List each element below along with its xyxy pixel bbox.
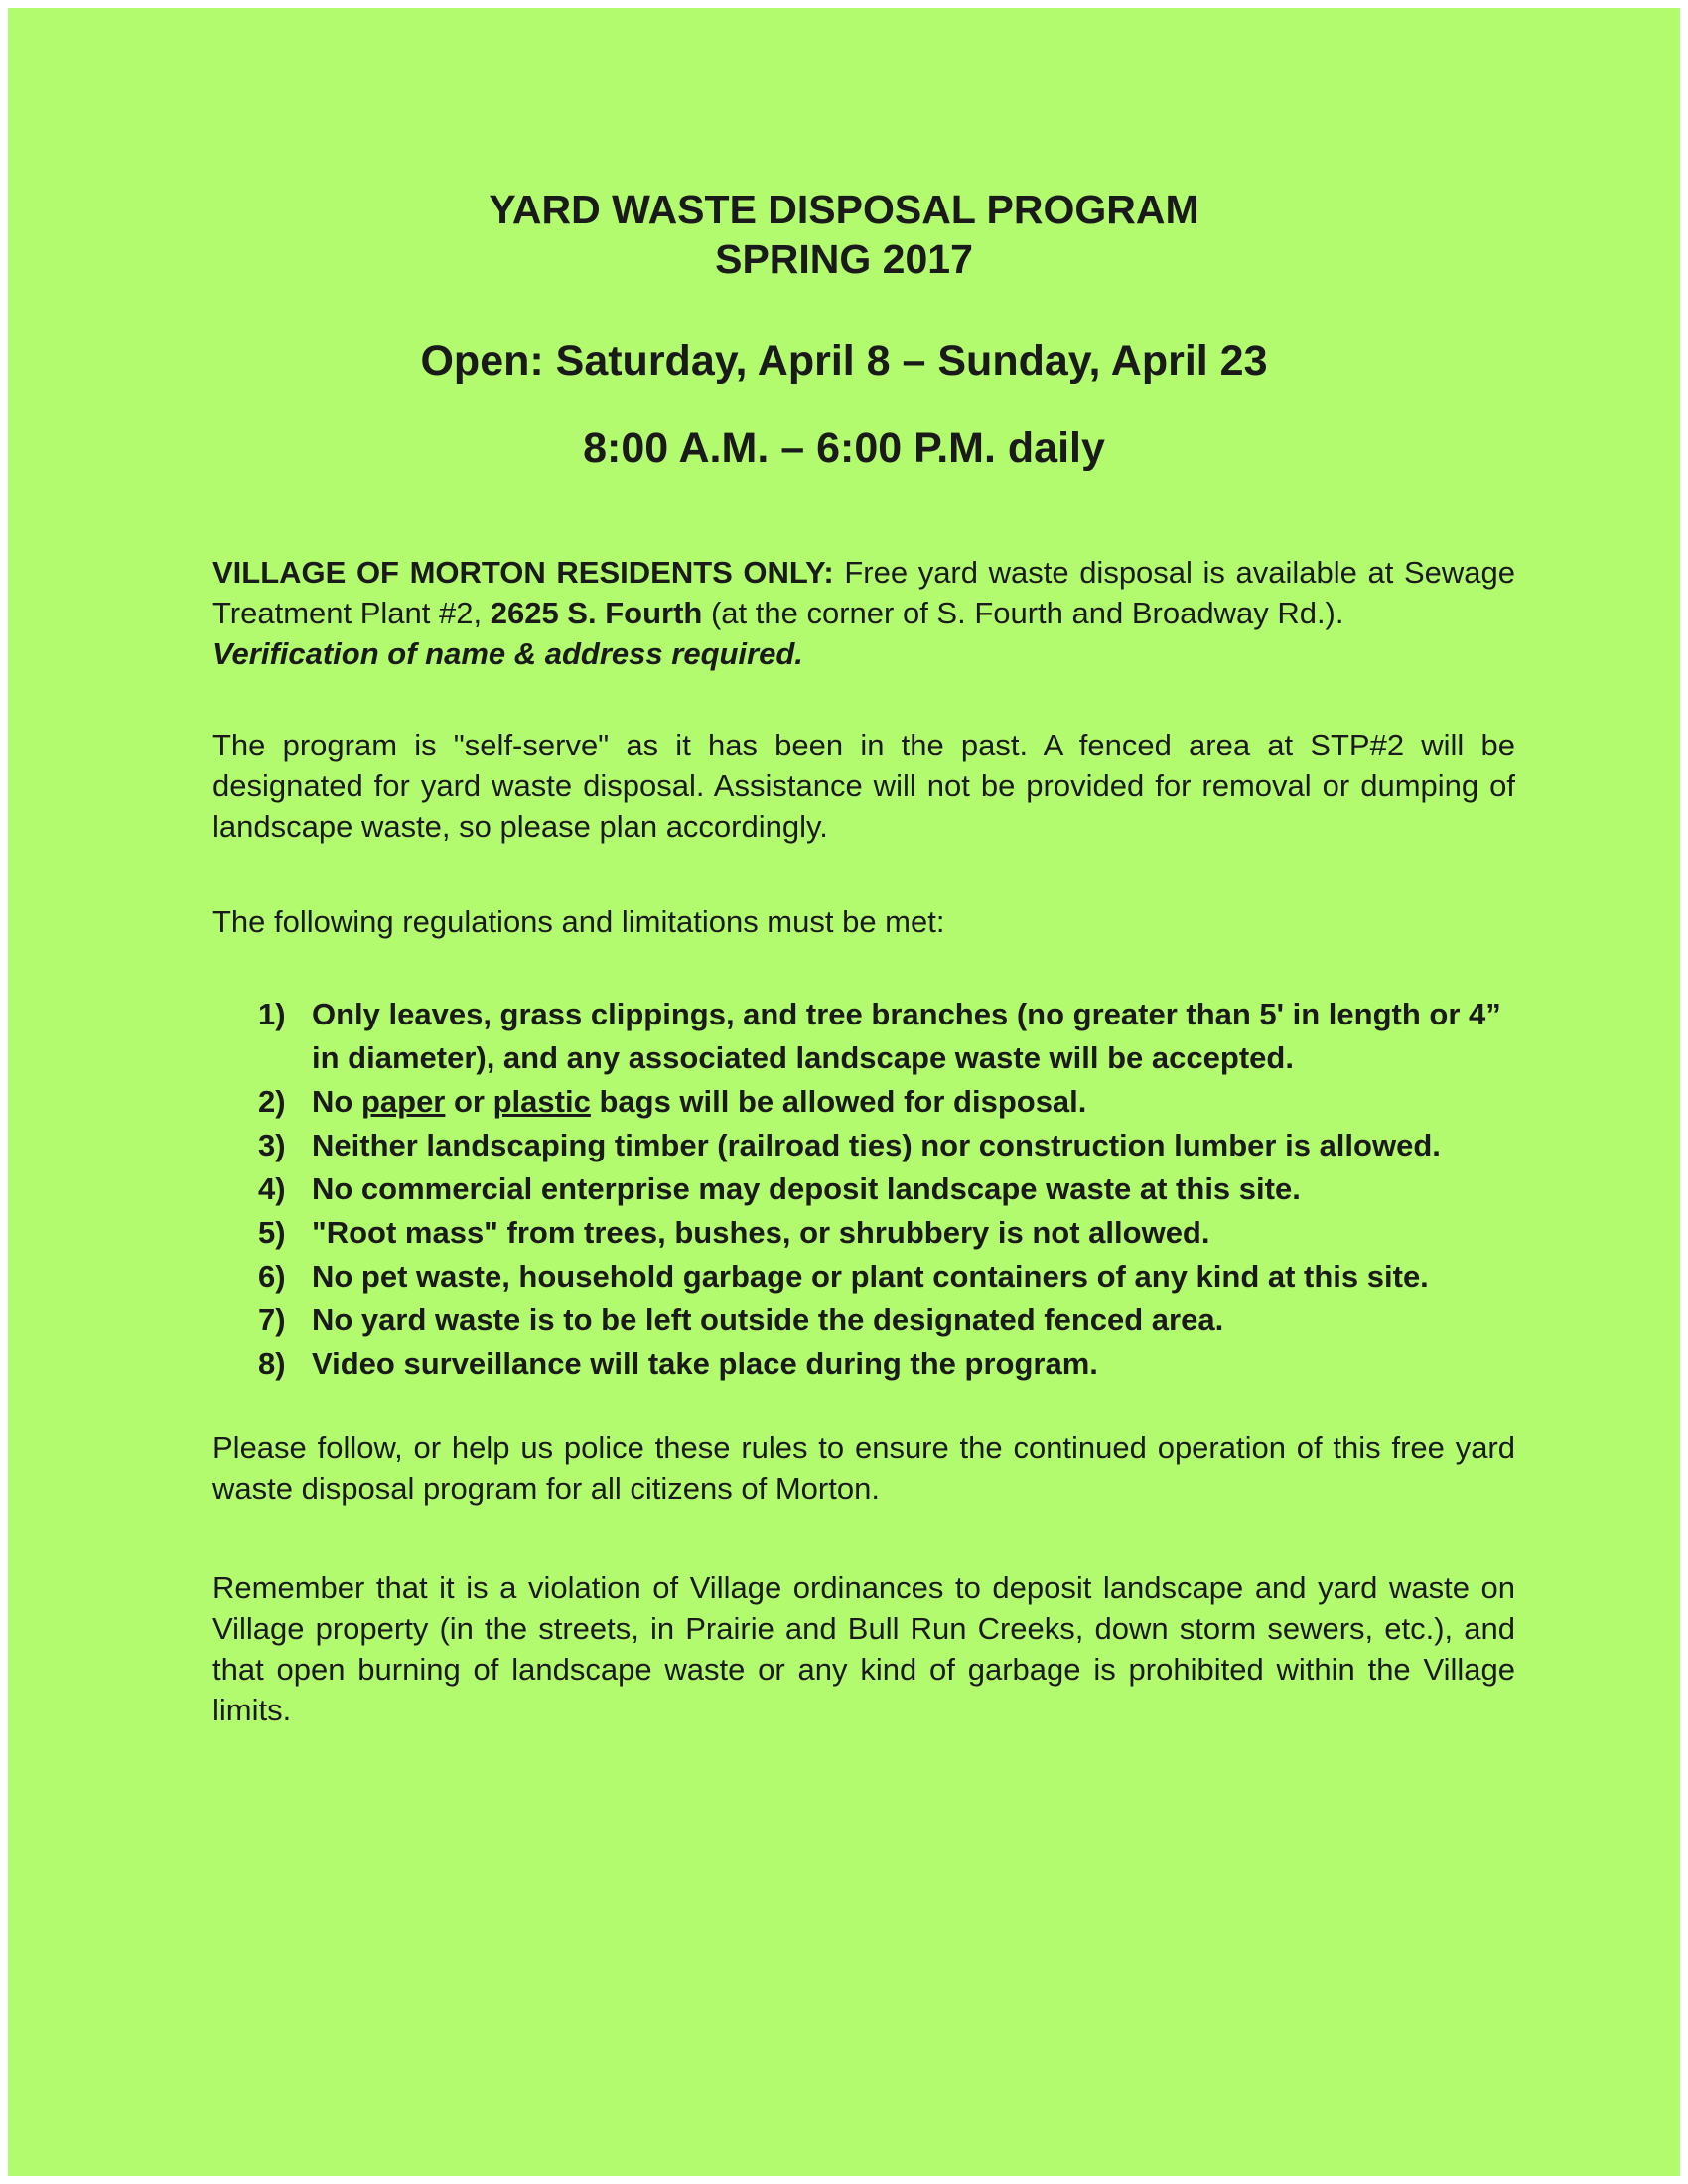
rule-2-post: bags will be allowed for disposal. [599,1084,1087,1119]
rule-number: 3) [258,1128,286,1162]
rule-text: Video surveillance will take place during the program. [312,1346,1098,1381]
title-line-2: SPRING 2017 [715,236,973,282]
rule-2-pre: No [312,1084,353,1119]
program-paragraph: The program is "self-serve" as it has been in the past. A fenced area at STP#2 will be designated for yard waste disposal. Assistance will not be provided for removal or dumping of landscape waste, so please plan accordingly. [212,728,1515,844]
residents-lead: VILLAGE OF MORTON RESIDENTS ONLY: [212,555,834,590]
rule-number: 1) [258,997,286,1031]
rule-item [258,1167,1519,1211]
regulations-intro: The following regulations and limitations must be met: [212,904,945,939]
rule-text: No pet waste, household garbage or plant containers of any kind at this site. [312,1259,1429,1294]
verification-note: Verification of name & address required. [212,636,803,671]
open-hours: 8:00 A.M. – 6:00 P.M. daily [583,424,1105,472]
rule-number: 7) [258,1302,286,1337]
ordinance-paragraph: Remember that it is a violation of Village ordinances to deposit landscape and yard waste on Village property (in the streets, in Prairie and Bull Run Creeks, down storm sewers, etc.), and that open burning of landscape waste or any kind of garbage is prohibited within the Village limits. [212,1570,1515,1727]
rule-number: 6) [258,1259,286,1294]
open-dates: Open: Saturday, April 8 – Sunday, April 23 [420,338,1268,385]
rule-text: Only leaves, grass clippings, and tree branches (no greater than 5' in length or 4” in diameter), and any associated landscape waste will be accepted. [312,997,1501,1075]
rule-2-plastic: plastic [492,1084,591,1119]
residents-text-2: (at the corner of S. Fourth and Broadway Rd.). [710,596,1344,630]
rule-2-paper: paper [360,1084,446,1119]
title-line-1: YARD WASTE DISPOSAL PROGRAM [489,187,1199,232]
rule-number: 4) [258,1171,286,1206]
rule-text: No yard waste is to be left outside the designated fenced area. [312,1302,1224,1337]
residents-text-1: Free yard waste disposal is available at Sewage Treatment Plant #2, [212,555,1515,630]
rule-item [258,1298,1519,1342]
rule-text [312,1080,1519,1124]
program-title [8,185,1680,284]
rule-item [258,1255,1519,1298]
rule-2-mid: or [454,1084,485,1119]
rule-item [258,1342,1519,1386]
plant-address: 2625 S. Fourth [490,596,703,630]
flyer-page [8,8,1680,2176]
rule-number: 5) [258,1215,286,1250]
rule-item [258,1124,1519,1167]
rule-item [258,1211,1519,1255]
please-follow-paragraph: Please follow, or help us police these rules to ensure the continued operation of this free yard waste disposal program for all citizens of Morton. [212,1431,1515,1506]
rule-item [258,993,1519,1080]
rule-text: Neither landscaping timber (railroad ties) nor construction lumber is allowed. [312,1128,1441,1162]
rule-number: 2) [258,1084,286,1119]
rules-list [258,993,1519,1386]
rule-text: "Root mass" from trees, bushes, or shrubbery is not allowed. [312,1215,1210,1250]
residents-paragraph [212,552,1515,674]
rule-number: 8) [258,1346,286,1381]
rule-text: No commercial enterprise may deposit landscape waste at this site. [312,1171,1301,1206]
rule-item [258,1080,1519,1124]
